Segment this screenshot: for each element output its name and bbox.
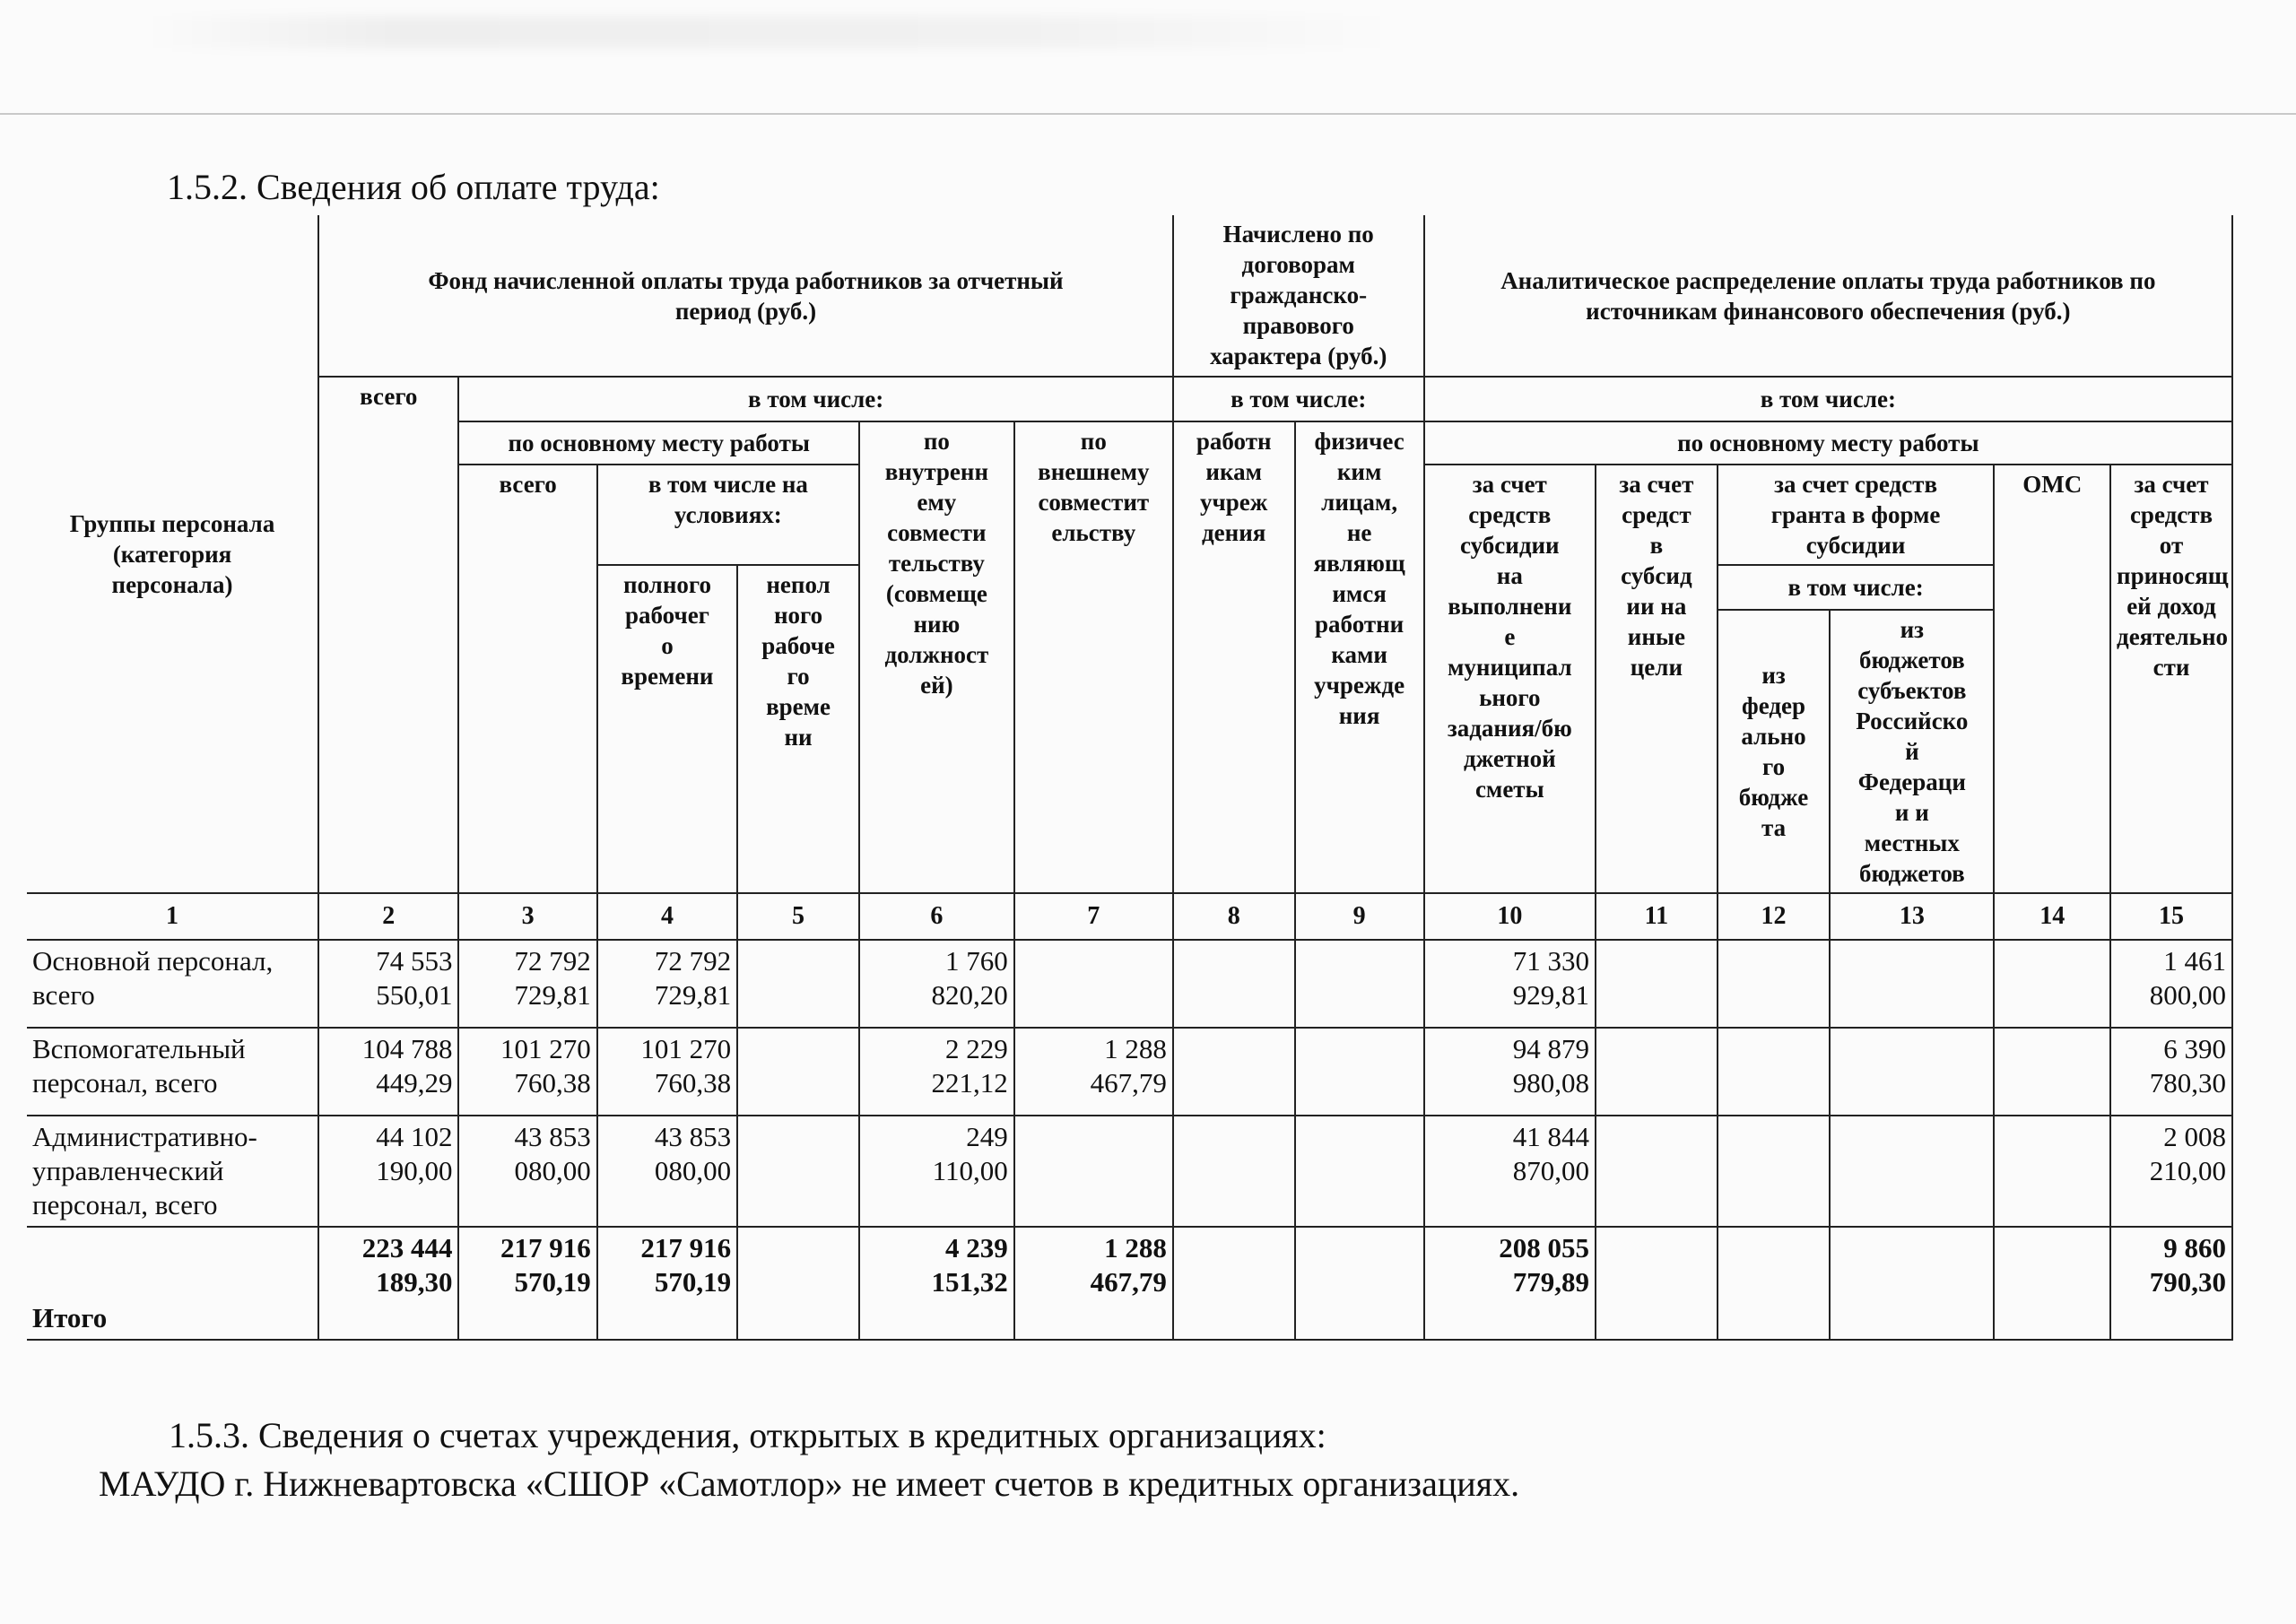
row-label: Административно- управленческий персонал, всего xyxy=(27,1116,318,1227)
cell: 101 270 760,38 xyxy=(597,1028,737,1116)
total-cell: 217 916 570,19 xyxy=(458,1227,596,1340)
total-cell xyxy=(1295,1227,1424,1340)
header-federal: из федер ально го бюдже та xyxy=(1718,610,1831,893)
header-main-place: по основному месту работы xyxy=(458,421,858,465)
total-cell: 217 916 570,19 xyxy=(597,1227,737,1340)
cell: 72 792 729,81 xyxy=(458,940,596,1028)
header-main-place-analytic: по основному месту работы xyxy=(1424,421,2232,465)
header-gph: Начислено по договорам гражданско- правового характера (руб.) xyxy=(1173,215,1424,377)
scan-smudge xyxy=(144,16,1399,48)
header-v-tom-chisle-analytic: в том числе: xyxy=(1424,377,2232,421)
accounts-statement: МАУДО г. Нижневартовска «СШОР «Самотлор» не имеет счетов в кредитных организациях. xyxy=(99,1463,1520,1504)
table-row xyxy=(27,940,2232,1028)
cell: 72 792 729,81 xyxy=(597,940,737,1028)
cell: 2 008 210,00 xyxy=(2110,1116,2232,1227)
cell xyxy=(1014,940,1173,1028)
total-cell: 208 055 779,89 xyxy=(1424,1227,1596,1340)
col-number: 11 xyxy=(1596,893,1718,940)
cell xyxy=(1173,1028,1295,1116)
header-vsego-main: всего xyxy=(458,465,596,893)
cell: 104 788 449,29 xyxy=(318,1028,458,1116)
cell: 1 461 800,00 xyxy=(2110,940,2232,1028)
cell xyxy=(1994,940,2110,1028)
header-regional: из бюджетов субъектов Российско й Федераци и и местных бюджетов xyxy=(1830,610,1994,893)
wages-table-wrap xyxy=(27,215,2233,1334)
cell: 94 879 980,08 xyxy=(1424,1028,1596,1116)
col-number: 4 xyxy=(597,893,737,940)
col-number: 8 xyxy=(1173,893,1295,940)
table-row xyxy=(27,1028,2232,1116)
cell: 43 853 080,00 xyxy=(597,1116,737,1227)
cell: 43 853 080,00 xyxy=(458,1116,596,1227)
total-label: Итого xyxy=(27,1227,318,1340)
header-to-employees: работн икам учреж дения xyxy=(1173,421,1295,893)
cell: 41 844 870,00 xyxy=(1424,1116,1596,1227)
col-number: 6 xyxy=(859,893,1014,940)
table-row xyxy=(27,1116,2232,1227)
total-cell xyxy=(1596,1227,1718,1340)
header-external: по внешнему совместит ельству xyxy=(1014,421,1173,893)
total-cell xyxy=(1830,1227,1994,1340)
total-cell: 1 288 467,79 xyxy=(1014,1227,1173,1340)
header-income: за счет средств от приносящ ей доход деятельно сти xyxy=(2110,465,2232,893)
col-number: 2 xyxy=(318,893,458,940)
cell: 44 102 190,00 xyxy=(318,1116,458,1227)
cell xyxy=(1718,1028,1831,1116)
cell xyxy=(1173,940,1295,1028)
cell: 249 110,00 xyxy=(859,1116,1014,1227)
section-heading: 1.5.2. Сведения об оплате труда: xyxy=(167,167,660,207)
col-number: 9 xyxy=(1295,893,1424,940)
total-cell xyxy=(737,1227,859,1340)
header-analytic: Аналитическое распределение оплаты труда работников по источникам финансового обеспечения (руб.) xyxy=(1424,215,2232,377)
wages-table xyxy=(27,215,2233,1341)
header-v-tom-chisle: в том числе: xyxy=(458,377,1172,421)
col-number: 7 xyxy=(1014,893,1173,940)
cell xyxy=(1830,1116,1994,1227)
cell: 1 760 820,20 xyxy=(859,940,1014,1028)
header-v-tom-chisle-gph: в том числе: xyxy=(1173,377,1424,421)
row-label: Вспомогательный персонал, всего xyxy=(27,1028,318,1116)
cell xyxy=(1295,1028,1424,1116)
header-grant: за счет средств гранта в форме субсидии xyxy=(1718,465,1995,565)
header-conditions: в том числе на условиях: xyxy=(597,465,859,565)
cell xyxy=(1718,940,1831,1028)
header-oms: ОМС xyxy=(1994,465,2110,893)
col-number: 15 xyxy=(2110,893,2232,940)
header-full-time: полного рабочег о времени xyxy=(597,565,737,893)
total-cell xyxy=(1173,1227,1295,1340)
total-cell: 4 239 151,32 xyxy=(859,1227,1014,1340)
cell xyxy=(1830,1028,1994,1116)
cell: 2 229 221,12 xyxy=(859,1028,1014,1116)
header-part-time: непол ного рабоче го време ни xyxy=(737,565,859,893)
col-number: 3 xyxy=(458,893,596,940)
cell xyxy=(737,1028,859,1116)
cell: 101 270 760,38 xyxy=(458,1028,596,1116)
cell xyxy=(1994,1116,2110,1227)
total-cell: 9 860 790,30 xyxy=(2110,1227,2232,1340)
cell xyxy=(1830,940,1994,1028)
accounts-heading: 1.5.3. Сведения о счетах учреждения, открытых в кредитных организациях: xyxy=(169,1415,1326,1455)
col-number: 10 xyxy=(1424,893,1596,940)
cell: 74 553 550,01 xyxy=(318,940,458,1028)
header-vsego: всего xyxy=(318,377,458,893)
col-number: 14 xyxy=(1994,893,2110,940)
cell: 1 288 467,79 xyxy=(1014,1028,1173,1116)
total-cell: 223 444 189,30 xyxy=(318,1227,458,1340)
cell: 6 390 780,30 xyxy=(2110,1028,2232,1116)
cell xyxy=(1596,1028,1718,1116)
header-subsidy-task: за счет средств субсидии на выполнени е муниципал ьного задания/бю джетной сметы xyxy=(1424,465,1596,893)
cell xyxy=(1596,1116,1718,1227)
header-subsidy-other: за счет средст в субсид ии на иные цели xyxy=(1596,465,1718,893)
header-groups: Группы персонала (категория персонала) xyxy=(27,215,318,893)
row-label: Основной персонал, всего xyxy=(27,940,318,1028)
col-number: 13 xyxy=(1830,893,1994,940)
cell xyxy=(737,1116,859,1227)
cell xyxy=(737,940,859,1028)
cell xyxy=(1173,1116,1295,1227)
header-fund: Фонд начисленной оплаты труда работников за отчетный период (руб.) xyxy=(318,215,1173,377)
col-number: 5 xyxy=(737,893,859,940)
cell xyxy=(1596,940,1718,1028)
page-top-rule xyxy=(0,113,2296,115)
header-v-tom-chisle-grant: в том числе: xyxy=(1718,565,1995,610)
cell xyxy=(1295,940,1424,1028)
total-row xyxy=(27,1227,2232,1340)
cell: 71 330 929,81 xyxy=(1424,940,1596,1028)
cell xyxy=(1994,1028,2110,1116)
total-cell xyxy=(1718,1227,1831,1340)
cell xyxy=(1718,1116,1831,1227)
total-cell xyxy=(1994,1227,2110,1340)
header-internal: по внутренн ему совмести тельству (совмеще нию должност ей) xyxy=(859,421,1014,893)
col-number: 12 xyxy=(1718,893,1831,940)
cell xyxy=(1014,1116,1173,1227)
cell xyxy=(1295,1116,1424,1227)
col-number: 1 xyxy=(27,893,318,940)
header-to-individuals: физичес ким лицам, не являющ имся работни ками учрежде ния xyxy=(1295,421,1424,893)
